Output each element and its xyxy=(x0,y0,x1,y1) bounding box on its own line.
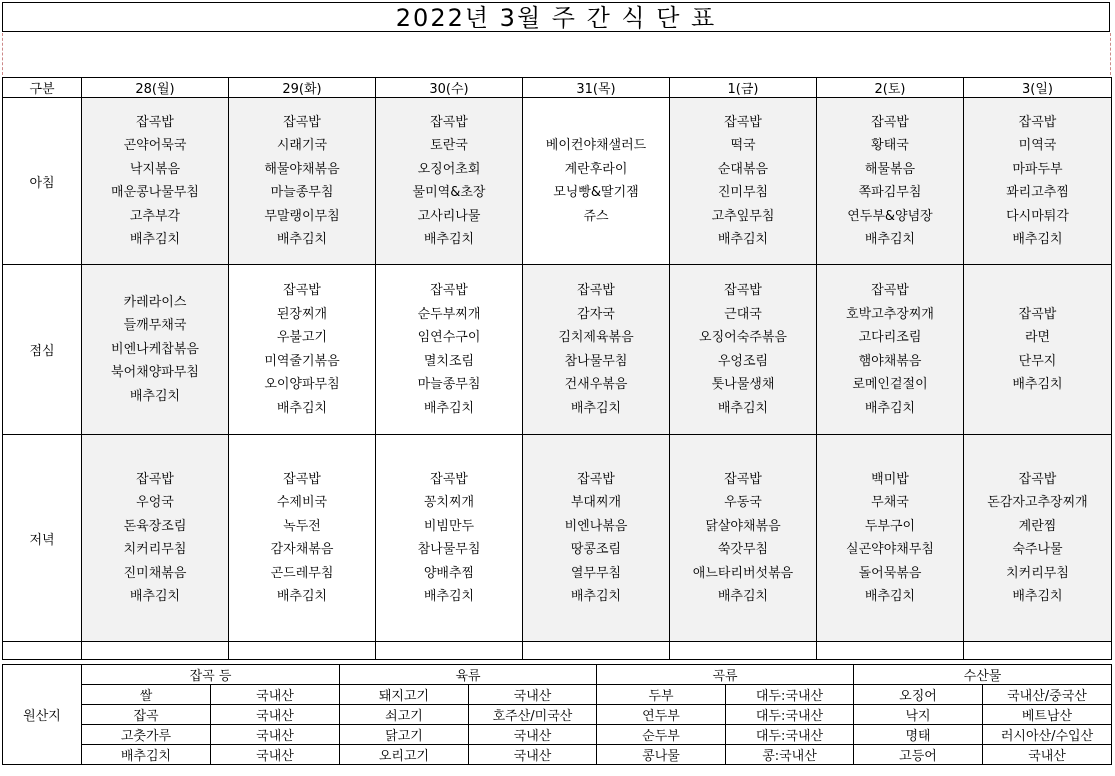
menu-item: 잡곡밥 xyxy=(871,114,909,130)
menu-item: 배추김치 xyxy=(1012,232,1063,247)
origin-item: 오징어 xyxy=(854,685,983,705)
menu-cell xyxy=(523,435,670,642)
menu-item: 잡곡밥 xyxy=(430,471,468,487)
menu-item: 잡곡밥 xyxy=(1018,471,1057,487)
origin-country: 국내산 xyxy=(469,685,597,705)
origin-item: 고춧가루 xyxy=(82,725,211,745)
menu-item: 호박고추장찌개 xyxy=(846,306,934,322)
menu-item: 닭살야채볶음 xyxy=(705,518,781,534)
menu-item: 건새우볶음 xyxy=(564,377,628,392)
menu-item: 비엔나케찹볶음 xyxy=(111,341,199,357)
origin-item: 잡곡 xyxy=(82,705,211,725)
menu-item: 감자국 xyxy=(577,306,615,322)
menu-item: 북어채양파무침 xyxy=(111,365,199,381)
menu-item: 배추김치 xyxy=(1012,589,1063,604)
menu-cell xyxy=(817,435,964,642)
menu-item: 떡국 xyxy=(730,138,756,153)
menu-item: 배추김치 xyxy=(129,589,181,604)
origin-row xyxy=(3,685,1112,705)
menu-item: 잡곡밥 xyxy=(283,114,321,130)
menu-item: 배추김치 xyxy=(864,232,916,247)
menu-item: 잡곡밥 xyxy=(577,471,615,487)
menu-item: 잡곡밥 xyxy=(724,114,762,130)
meal-row xyxy=(3,98,1112,265)
meal-row xyxy=(3,435,1112,642)
menu-item: 라면 xyxy=(1024,330,1051,345)
menu-item: 멸치조림 xyxy=(423,353,475,369)
menu-item: 돈육장조림 xyxy=(123,518,187,534)
menu-item: 잡곡밥 xyxy=(1018,114,1057,130)
menu-item: 돈감자고추장찌개 xyxy=(987,495,1088,510)
origin-country: 대두:국내산 xyxy=(726,685,854,705)
header-label: 구분 xyxy=(3,78,82,98)
origin-item: 순두부 xyxy=(597,725,726,745)
day-header: 1(금) xyxy=(670,78,817,98)
menu-item: 계란찜 xyxy=(1018,518,1057,534)
menu-item: 배추김치 xyxy=(276,589,328,604)
menu-item: 참나물무침 xyxy=(417,542,481,557)
menu-item: 베이컨야채샐러드 xyxy=(545,138,647,153)
menu-item: 쥬스 xyxy=(583,208,609,224)
menu-item: 양배추찜 xyxy=(423,565,475,581)
menu-item: 배추김치 xyxy=(423,589,475,604)
menu-item: 잡곡밥 xyxy=(136,114,174,130)
origin-category: 육류 xyxy=(340,665,597,685)
menu-item: 토란국 xyxy=(430,138,468,153)
menu-item: 로메인겉절이 xyxy=(852,377,928,392)
origin-category: 잡곡 등 xyxy=(82,665,340,685)
menu-item: 잡곡밥 xyxy=(1018,306,1057,322)
menu-item: 돌어묵볶음 xyxy=(858,565,922,581)
menu-item: 비엔나볶음 xyxy=(564,518,628,534)
origin-item: 낙지 xyxy=(854,705,983,725)
menu-item: 진미무침 xyxy=(717,185,769,200)
origin-country: 국내산 xyxy=(211,705,340,725)
origin-item: 쇠고기 xyxy=(340,705,469,725)
menu-item: 고다리조림 xyxy=(858,330,922,345)
origin-country: 국내산 xyxy=(469,745,597,765)
menu-cell xyxy=(523,265,670,435)
menu-item: 매운콩나물무침 xyxy=(111,185,199,200)
menu-item: 잡곡밥 xyxy=(136,471,174,487)
menu-item: 배추김치 xyxy=(423,400,475,416)
origin-country: 대두:국내산 xyxy=(726,705,854,725)
menu-cell xyxy=(229,98,376,265)
weekly-menu-table xyxy=(2,77,1112,660)
menu-item: 해물야채볶음 xyxy=(264,161,340,177)
menu-item: 순대볶음 xyxy=(717,161,769,177)
menu-item: 순두부찌개 xyxy=(417,306,481,322)
menu-item: 배추김치 xyxy=(129,232,181,247)
origin-table xyxy=(2,664,1112,765)
menu-item: 참나물무침 xyxy=(564,353,628,369)
menu-item: 배추김치 xyxy=(864,589,916,604)
day-header: 3(일) xyxy=(964,78,1112,98)
menu-item: 쪽파김무침 xyxy=(858,185,922,200)
menu-item: 배추김치 xyxy=(717,589,769,604)
menu-item: 우동국 xyxy=(724,495,762,510)
menu-item: 배추김치 xyxy=(570,589,622,604)
menu-item: 배추김치 xyxy=(1012,377,1063,392)
meal-label: 저녁 xyxy=(3,435,82,642)
menu-item: 톳나물생채 xyxy=(711,377,775,392)
day-header: 30(수) xyxy=(376,78,523,98)
menu-item: 배추김치 xyxy=(129,388,181,404)
menu-item: 모닝빵&딸기잼 xyxy=(553,185,639,200)
meal-label: 아침 xyxy=(3,98,82,265)
menu-item: 마늘종무침 xyxy=(270,185,334,200)
day-header: 28(월) xyxy=(82,78,229,98)
origin-item: 명태 xyxy=(854,725,983,745)
menu-item: 다시마튀각 xyxy=(1006,208,1069,224)
menu-item: 연두부&양념장 xyxy=(847,208,933,224)
origin-country: 러시아산/수입산 xyxy=(983,725,1112,745)
menu-item: 비빔만두 xyxy=(423,518,475,534)
spacer-row xyxy=(3,642,1112,660)
origin-item: 오리고기 xyxy=(340,745,469,765)
menu-item: 꽁치찌개 xyxy=(423,495,475,510)
meal-row xyxy=(3,265,1112,435)
origin-row xyxy=(3,725,1112,745)
page-title: 2022년 3월 주 간 식 단 표 xyxy=(2,2,1110,32)
menu-item: 잡곡밥 xyxy=(577,283,615,298)
origin-item: 콩나물 xyxy=(597,745,726,765)
origin-country: 대두:국내산 xyxy=(726,725,854,745)
menu-item: 해물볶음 xyxy=(864,161,916,177)
menu-item: 숙주나물 xyxy=(1012,542,1063,557)
menu-item: 들깨무채국 xyxy=(123,318,187,334)
menu-item: 잡곡밥 xyxy=(283,471,321,487)
menu-item: 곤드레무침 xyxy=(270,565,334,581)
menu-cell xyxy=(376,435,523,642)
menu-item: 우엉국 xyxy=(136,495,174,510)
menu-item: 배추김치 xyxy=(717,400,769,416)
menu-item: 미역국 xyxy=(1018,138,1057,153)
menu-item: 열무무침 xyxy=(570,565,622,581)
origin-country: 국내산 xyxy=(211,685,340,705)
menu-item: 미역줄기볶음 xyxy=(264,353,340,369)
menu-item: 배추김치 xyxy=(570,400,622,416)
menu-item: 무말랭이무침 xyxy=(264,208,340,224)
menu-item: 낙지볶음 xyxy=(129,161,181,177)
menu-cell xyxy=(817,98,964,265)
menu-item: 오징어초회 xyxy=(417,161,481,177)
origin-item: 두부 xyxy=(597,685,726,705)
menu-cell xyxy=(964,98,1112,265)
menu-item: 계란후라이 xyxy=(564,161,628,177)
header-row xyxy=(3,78,1112,98)
origin-country: 콩:국내산 xyxy=(726,745,854,765)
menu-cell xyxy=(82,265,229,435)
origin-category: 곡류 xyxy=(597,665,854,685)
origin-country: 국내산 xyxy=(211,745,340,765)
menu-item: 부대찌개 xyxy=(570,495,622,510)
origin-item: 닭고기 xyxy=(340,725,469,745)
origin-item: 돼지고기 xyxy=(340,685,469,705)
menu-item: 배추김치 xyxy=(423,232,475,247)
origin-label: 원산지 xyxy=(3,665,82,765)
menu-cell xyxy=(82,98,229,265)
menu-item: 배추김치 xyxy=(864,400,916,416)
day-header: 2(토) xyxy=(817,78,964,98)
origin-country: 베트남산 xyxy=(983,705,1112,725)
menu-item: 고사리나물 xyxy=(417,208,481,224)
origin-item: 배추김치 xyxy=(82,745,211,765)
menu-item: 시래기국 xyxy=(276,138,328,153)
menu-item: 카레라이스 xyxy=(123,294,187,310)
menu-item: 치커리무침 xyxy=(1006,565,1069,581)
menu-cell xyxy=(817,265,964,435)
menu-item: 배추김치 xyxy=(717,232,769,247)
menu-cell xyxy=(670,98,817,265)
menu-cell xyxy=(229,435,376,642)
origin-row xyxy=(3,705,1112,725)
origin-category-row xyxy=(3,665,1112,685)
divider xyxy=(1110,33,1111,75)
divider xyxy=(2,33,3,75)
menu-cell xyxy=(376,98,523,265)
origin-row xyxy=(3,745,1112,765)
menu-item: 곤약어묵국 xyxy=(123,138,187,153)
menu-cell xyxy=(964,265,1112,435)
menu-item: 무채국 xyxy=(871,495,909,510)
origin-item: 고등어 xyxy=(854,745,983,765)
menu-item: 임연수구이 xyxy=(417,330,481,345)
menu-item: 잡곡밥 xyxy=(871,283,909,298)
menu-cell xyxy=(523,98,670,265)
menu-item: 고추잎무침 xyxy=(711,208,775,224)
menu-item: 녹두전 xyxy=(283,518,321,534)
menu-item: 황태국 xyxy=(871,138,909,153)
menu-item: 고추부각 xyxy=(129,208,181,224)
origin-country: 호주산/미국산 xyxy=(469,705,597,725)
menu-item: 물미역&초장 xyxy=(412,185,486,200)
day-header: 31(목) xyxy=(523,78,670,98)
origin-country: 국내산 xyxy=(983,745,1112,765)
menu-item: 실곤약야채무침 xyxy=(846,542,934,557)
origin-country: 국내산 xyxy=(469,725,597,745)
menu-item: 치커리무침 xyxy=(123,542,187,557)
menu-item: 마파두부 xyxy=(1012,161,1063,177)
menu-item: 잡곡밥 xyxy=(724,471,762,487)
menu-item: 진미채볶음 xyxy=(123,565,187,581)
menu-cell xyxy=(82,435,229,642)
menu-item: 배추김치 xyxy=(276,400,328,416)
origin-country: 국내산 xyxy=(211,725,340,745)
day-header: 29(화) xyxy=(229,78,376,98)
menu-item: 백미밥 xyxy=(871,471,909,487)
menu-item: 햄야채볶음 xyxy=(858,353,922,369)
menu-item: 잡곡밥 xyxy=(724,283,762,298)
menu-item: 애느타리버섯볶음 xyxy=(692,565,794,581)
menu-item: 수제비국 xyxy=(276,495,328,510)
menu-cell xyxy=(376,265,523,435)
menu-item: 오징어숙주볶음 xyxy=(699,330,787,345)
menu-item: 감자채볶음 xyxy=(270,542,334,557)
menu-item: 두부구이 xyxy=(864,518,916,534)
menu-item: 잡곡밥 xyxy=(430,283,468,298)
menu-item: 김치제육볶음 xyxy=(558,330,634,345)
menu-item: 잡곡밥 xyxy=(430,114,468,130)
menu-item: 마늘종무침 xyxy=(417,377,481,392)
menu-item: 배추김치 xyxy=(276,232,328,247)
menu-item: 잡곡밥 xyxy=(283,283,321,298)
menu-cell xyxy=(670,435,817,642)
origin-category: 수산물 xyxy=(854,665,1112,685)
origin-item: 쌀 xyxy=(82,685,211,705)
meal-label: 점심 xyxy=(3,265,82,435)
menu-item: 우불고기 xyxy=(276,330,328,345)
menu-item: 우엉조림 xyxy=(717,353,769,369)
menu-item: 땅콩조림 xyxy=(570,542,622,557)
menu-item: 단무지 xyxy=(1018,353,1057,369)
menu-item: 오이양파무침 xyxy=(264,377,340,392)
menu-item: 된장찌개 xyxy=(276,306,328,322)
menu-cell xyxy=(670,265,817,435)
origin-country: 국내산/중국산 xyxy=(983,685,1112,705)
origin-item: 연두부 xyxy=(597,705,726,725)
menu-item: 근대국 xyxy=(724,306,762,322)
menu-cell xyxy=(229,265,376,435)
menu-cell xyxy=(964,435,1112,642)
menu-item: 꽈리고추찜 xyxy=(1006,185,1069,200)
menu-item: 쑥갓무침 xyxy=(717,542,769,557)
